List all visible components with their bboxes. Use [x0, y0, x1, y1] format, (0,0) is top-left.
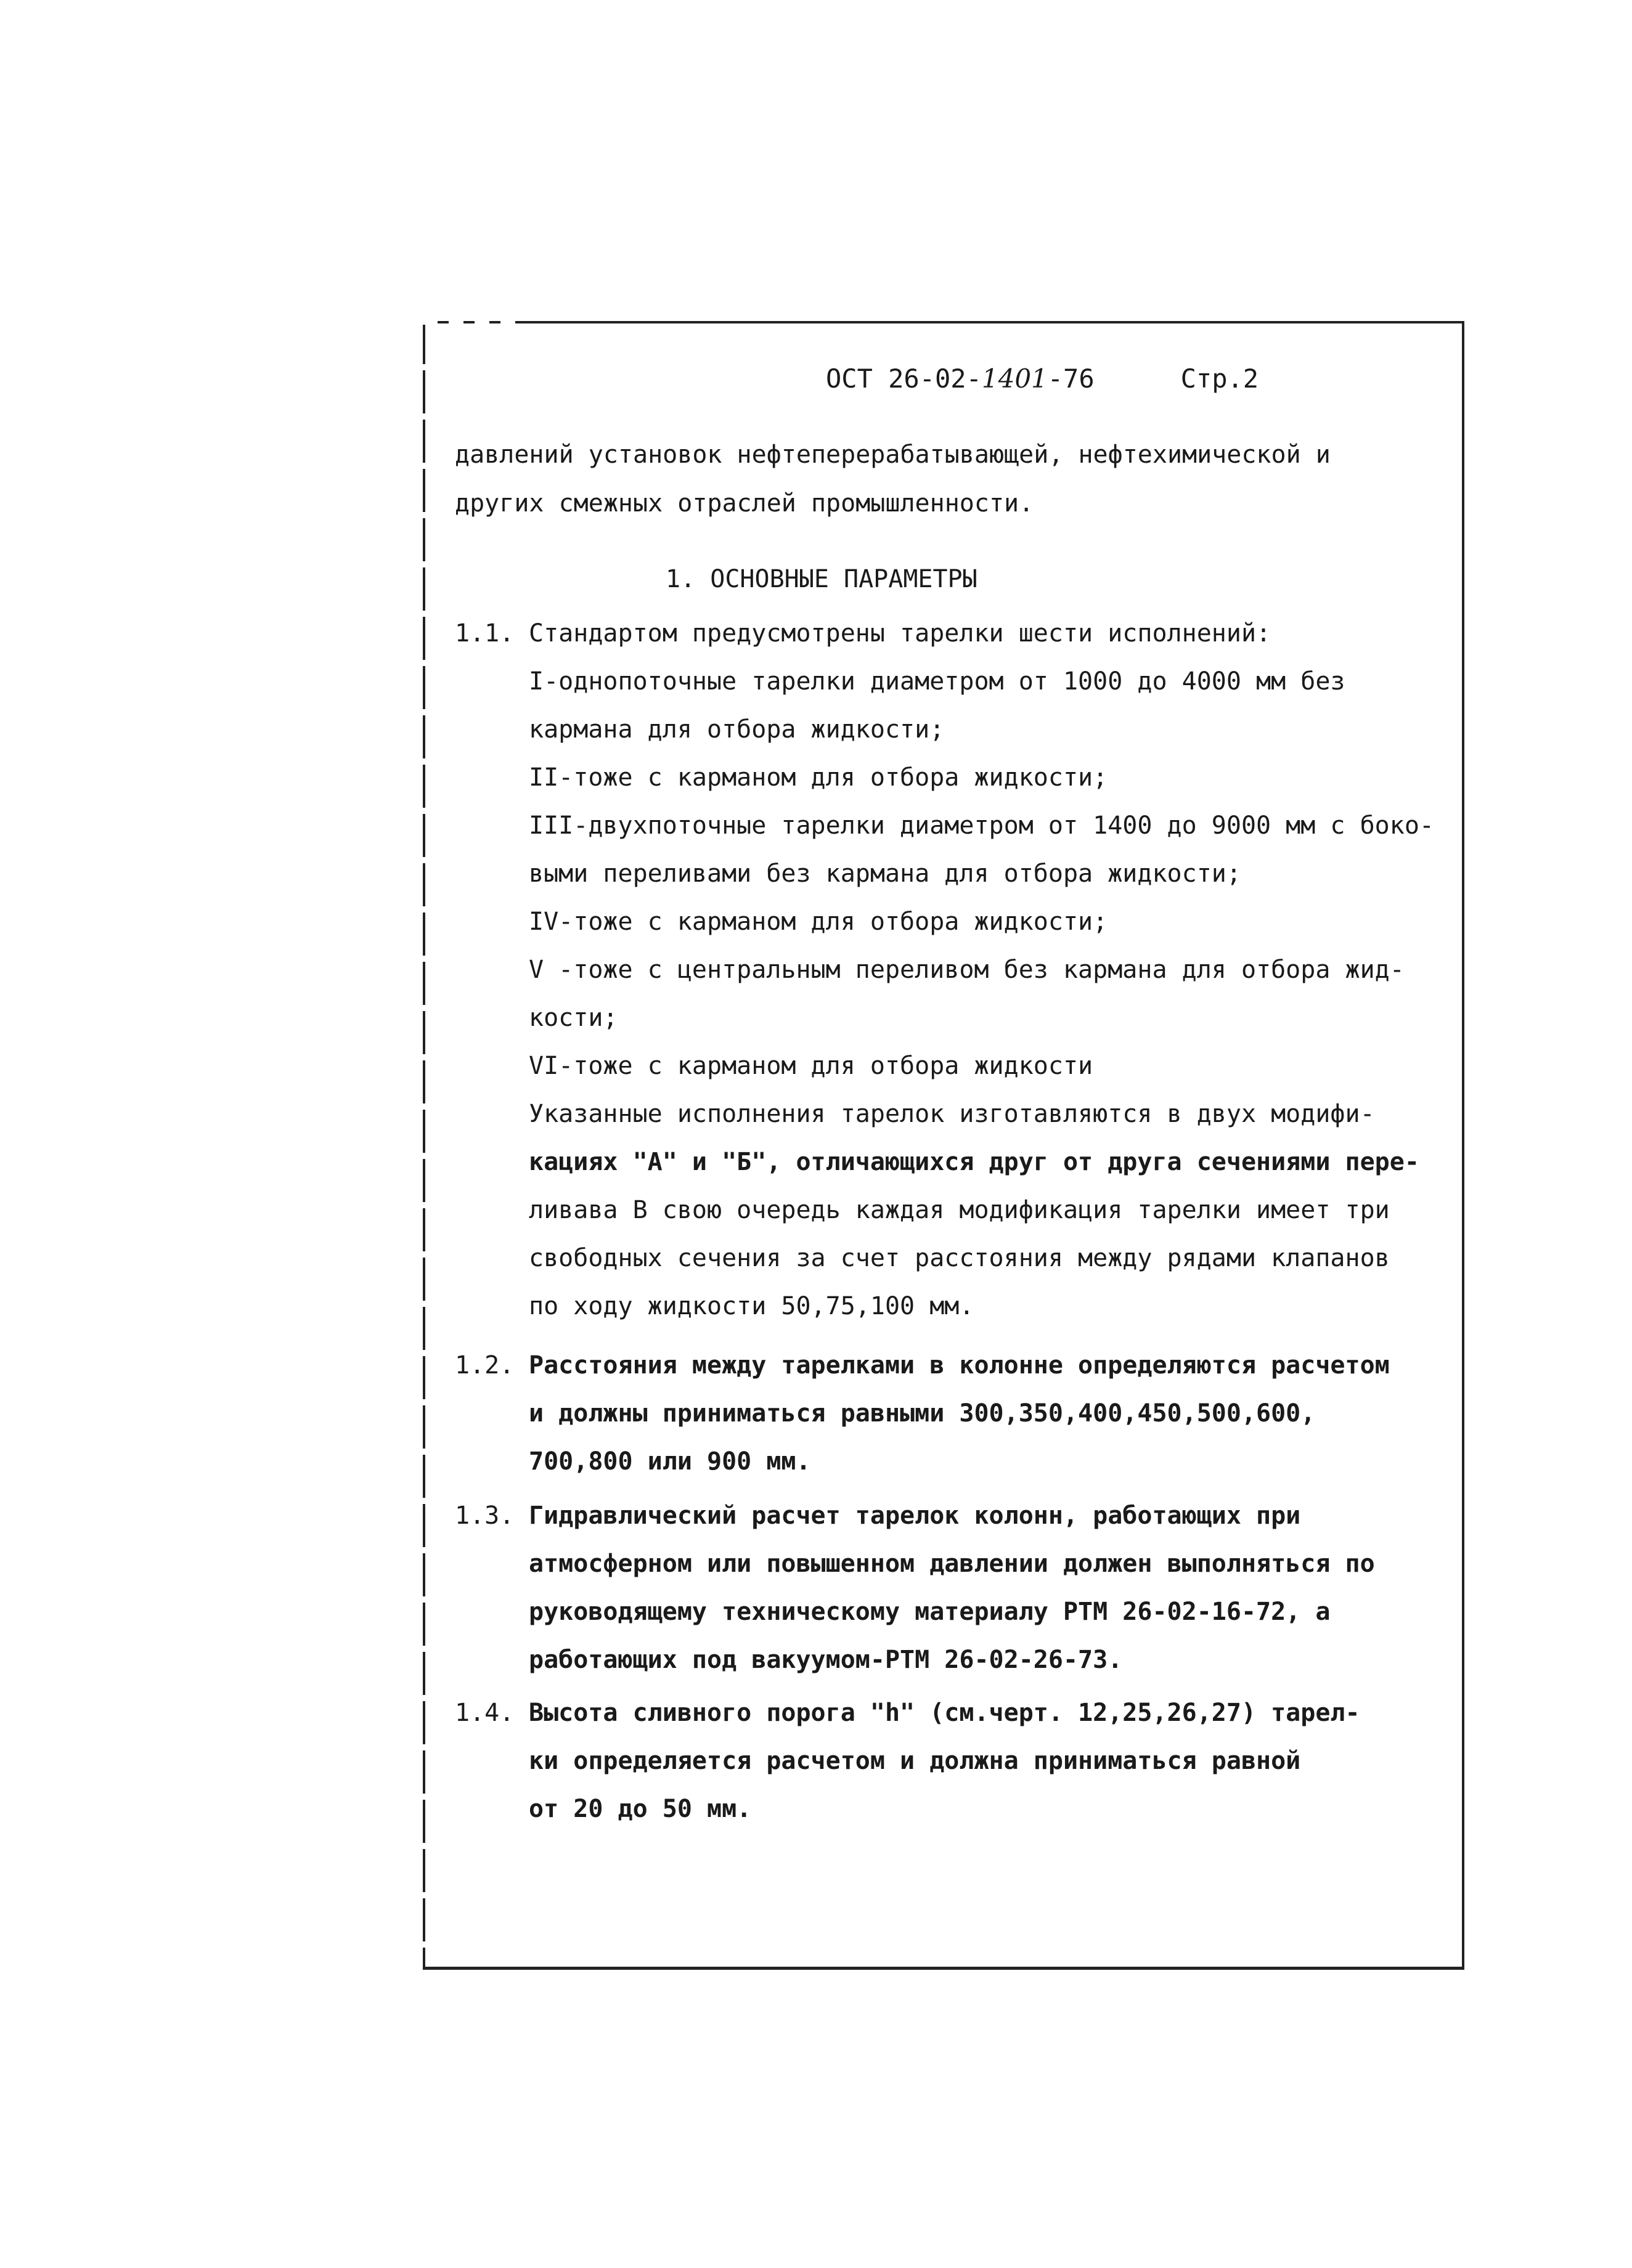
- item-1-4-line-1: Высота сливного порога "h" (см.черт. 12,25,26,27) тарел-: [529, 1699, 1360, 1727]
- page-frame-left-edge: [423, 321, 425, 1970]
- item-1-4-line-3: от 20 до 50 мм.: [529, 1795, 752, 1823]
- intro-line-2: других смежных отраслей промышленности.: [455, 489, 1034, 518]
- item-1-1-line-15: по ходу жидкости 50,75,100 мм.: [529, 1292, 974, 1320]
- section-title: 1. ОСНОВНЫЕ ПАРАМЕТРЫ: [666, 565, 977, 593]
- document-number-handwritten: 1401: [981, 364, 1048, 394]
- item-1-4-line-2: ки определяется расчетом и должна приниматься равной: [529, 1747, 1301, 1775]
- item-1-1-line-1: Стандартом предусмотрены тарелки шести исполнений:: [529, 619, 1271, 648]
- item-number-1-3: 1.3.: [455, 1502, 515, 1530]
- page-number: Стр.2: [1180, 364, 1259, 394]
- item-1-2-line-2: и должны приниматься равными 300,350,400,450,500,600,: [529, 1399, 1316, 1428]
- item-1-1-line-7: IV-тоже с карманом для отбора жидкости;: [529, 908, 1108, 936]
- item-1-1-line-2: I-однопоточные тарелки диаметром от 1000 до 4000 мм без: [529, 667, 1345, 696]
- page-header: [826, 364, 1259, 394]
- item-1-1-line-10: VI-тоже с карманом для отбора жидкости: [529, 1052, 1093, 1080]
- item-1-2-line-1: Расстояния между тарелками в колонне определяются расчетом: [529, 1351, 1390, 1380]
- item-1-1-line-13: ливава В свою очередь каждая модификация тарелки имеет три: [529, 1196, 1390, 1224]
- item-1-1-line-3: кармана для отбора жидкости;: [529, 715, 945, 744]
- item-number-1-2: 1.2.: [455, 1351, 515, 1380]
- item-1-3-line-1: Гидравлический расчет тарелок колонн, работающих при: [529, 1502, 1301, 1530]
- intro-line-1: давлений установок нефтеперерабатывающей, нефтехимической и: [455, 441, 1331, 469]
- item-1-3-line-3: руководящему техническому материалу РТМ 26-02-16-72, а: [529, 1598, 1331, 1626]
- item-1-1-line-9: кости;: [529, 1004, 618, 1032]
- item-1-1-line-8: V -тоже с центральным переливом без кармана для отбора жид-: [529, 956, 1405, 984]
- item-number-1-1: 1.1.: [455, 619, 515, 648]
- item-1-3-line-2: атмосферном или повышенном давлении должен выполняться по: [529, 1550, 1375, 1578]
- item-1-1-line-4: II-тоже с карманом для отбора жидкости;: [529, 763, 1108, 792]
- item-1-1-line-12: кациях "А" и "Б", отличающихся друг от друга сечениями пере-: [529, 1148, 1419, 1176]
- item-1-1-line-14: свободных сечения за счет расстояния между рядами клапанов: [529, 1244, 1390, 1272]
- document-number: ОСТ 26-02-1401-76: [826, 364, 1095, 394]
- item-1-1-line-6: выми переливами без кармана для отбора жидкости;: [529, 860, 1241, 888]
- item-1-1-line-5: III-двухпоточные тарелки диаметром от 1400 до 9000 мм с боко-: [529, 811, 1435, 840]
- item-1-3-line-4: работающих под вакуумом-РТМ 26-02-26-73.: [529, 1646, 1123, 1674]
- item-1-2-line-3: 700,800 или 900 мм.: [529, 1447, 811, 1476]
- item-1-1-line-11: Указанные исполнения тарелок изготавляются в двух модифи-: [529, 1100, 1375, 1128]
- page-frame-top-gap: [423, 319, 515, 325]
- item-number-1-4: 1.4.: [455, 1699, 515, 1727]
